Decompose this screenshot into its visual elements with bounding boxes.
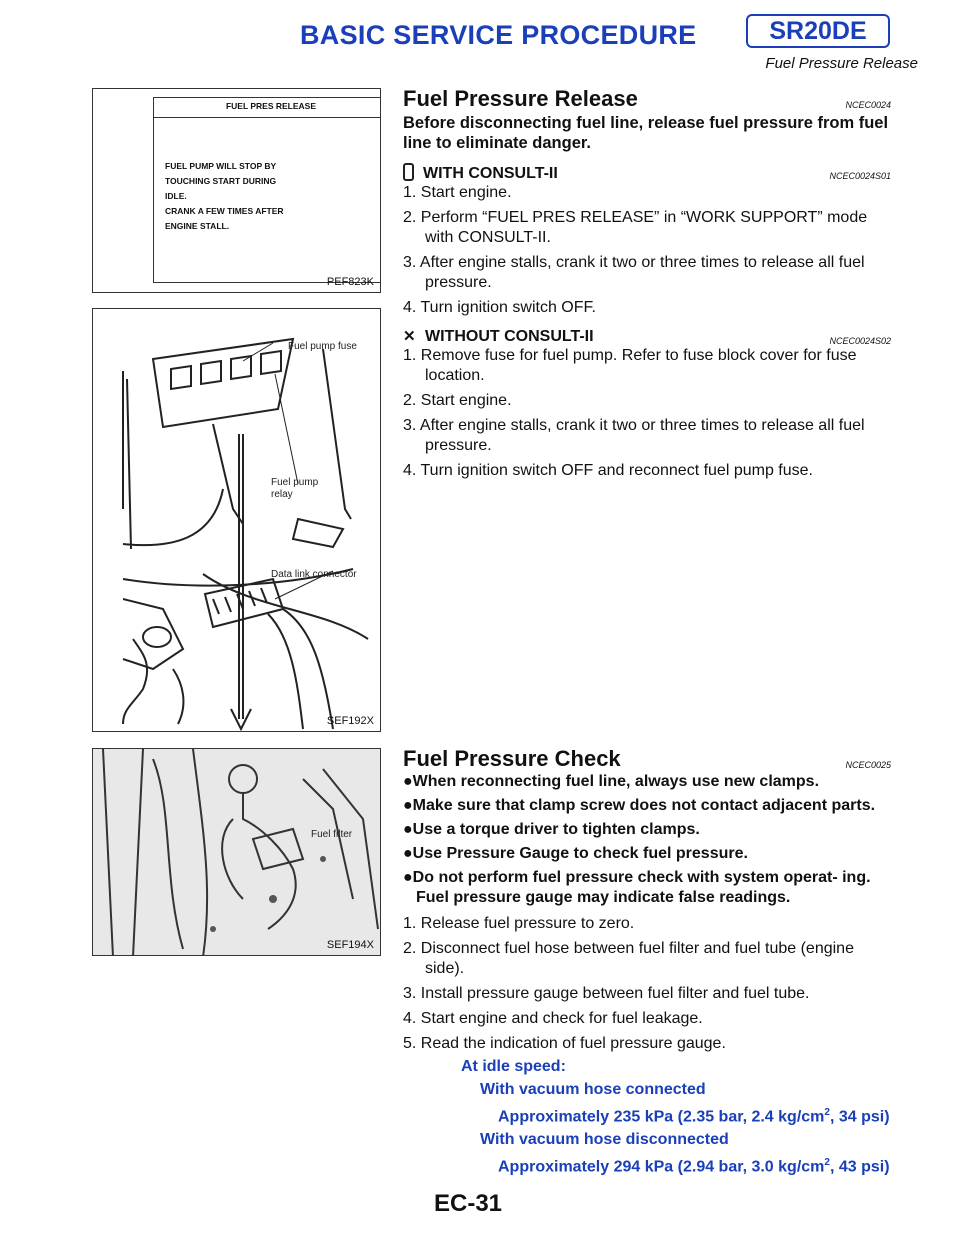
spec-disconnected-label: With vacuum hose disconnected [480,1131,729,1149]
check-ref: NCEC0025 [845,760,891,770]
spec-disconnected-value: Approximately 294 kPa (2.94 bar, 3.0 $kg/cm^2$, 43 psi) [498,1157,890,1176]
without-step: 2. Start engine. [403,392,512,409]
without-step: 4. Turn ignition switch OFF and reconnect fuel pump fuse. [403,462,813,479]
spec-idle-label: At idle speed: [461,1058,566,1075]
check-bullet: ●When reconnecting fuel line, always use new clamps. [403,773,820,790]
figure-code: SEF192X [326,715,374,727]
release-section [403,86,891,481]
spec-connected-value: Approximately 235 kPa (2.35 bar, 2.4 $kg/cm^2$, 34 psi) [498,1107,890,1126]
page-subtitle: Fuel Pressure Release [765,55,918,72]
figure-fuel-filter [92,748,381,956]
check-bullet: ●Use Pressure Gauge to check fuel pressure. [403,845,748,862]
with-step: 4. Turn ignition switch OFF. [403,299,596,316]
page-number: EC-31 [434,1190,503,1217]
without-consult-heading: WITHOUT CONSULT-II [425,328,594,345]
consult-icon [403,163,414,181]
without-step: 1. Remove fuse for fuel pump. Refer to fuse block cover for fuse location. [403,347,857,384]
check-step: 3. Install pressure gauge between fuel filter and fuel tube. [403,985,810,1002]
figure-code: PEF823K [326,276,374,288]
screen-title: FUEL PRES RELEASE [225,101,317,111]
fuel-filter-drawing [93,749,381,956]
figure-consult-screen [92,88,381,293]
with-step: 3. After engine stalls, crank it two or three times to release all fuel pressure. [403,254,865,291]
engine-badge: SR20DE [746,14,890,48]
engine-bay-drawing [93,309,381,732]
without-step: 3. After engine stalls, crank it two or three times to release all fuel pressure. [403,417,865,454]
check-step: 5. Read the indication of fuel pressure gauge. [403,1035,726,1052]
check-bullet: ●Make sure that clamp screw does not contact adjacent parts. [403,797,876,814]
with-step: 1. Start engine. [403,184,512,201]
figure-code: SEF194X [326,939,374,951]
check-bullet: ●Do not perform fuel pressure check with system operat- ing. Fuel pressure gauge may indicate false readings. [403,869,871,906]
callout-fuel-filter: Fuel filter [311,829,353,840]
check-step: 4. Start engine and check for fuel leakage. [403,1010,703,1027]
consult-screen [153,97,381,283]
spec-connected-label: With vacuum hose connected [480,1081,706,1098]
callout-fuel-pump-fuse: Fuel pump fuse [288,341,357,352]
with-consult-heading: WITH CONSULT-II [423,165,558,182]
callout-data-link-connector: Data link connector [271,569,357,580]
figure-fuse-location [92,308,381,732]
check-step: 1. Release fuel pressure to zero. [403,915,635,932]
release-ref: NCEC0024 [845,100,891,110]
with-step: 2. Perform “FUEL PRES RELEASE” in “WORK SUPPORT” mode with CONSULT-II. [403,209,868,246]
check-step: 2. Disconnect fuel hose between fuel filter and fuel tube (engine side). [403,940,854,977]
check-heading: Fuel Pressure Check [403,746,621,771]
screen-message: FUEL PUMP WILL STOP BY TOUCHING START DURING IDLE. CRANK A FEW TIMES AFTER ENGINE STALL. [165,161,284,231]
with-consult-ref: NCEC0024S01 [829,171,891,181]
without-consult-ref: NCEC0024S02 [829,336,891,346]
release-heading: Fuel Pressure Release [403,86,638,111]
no-consult-icon: ✕ [403,328,416,345]
release-intro: Before disconnecting fuel line, release fuel pressure from fuel line to eliminate danger. [403,114,889,152]
screen-divider [154,117,381,118]
section-title: BASIC SERVICE PROCEDURE [300,20,697,50]
check-bullet: ●Use a torque driver to tighten clamps. [403,821,700,838]
callout-fuel-pump-relay: Fuel pump relay [271,477,319,500]
check-section [403,746,891,1178]
